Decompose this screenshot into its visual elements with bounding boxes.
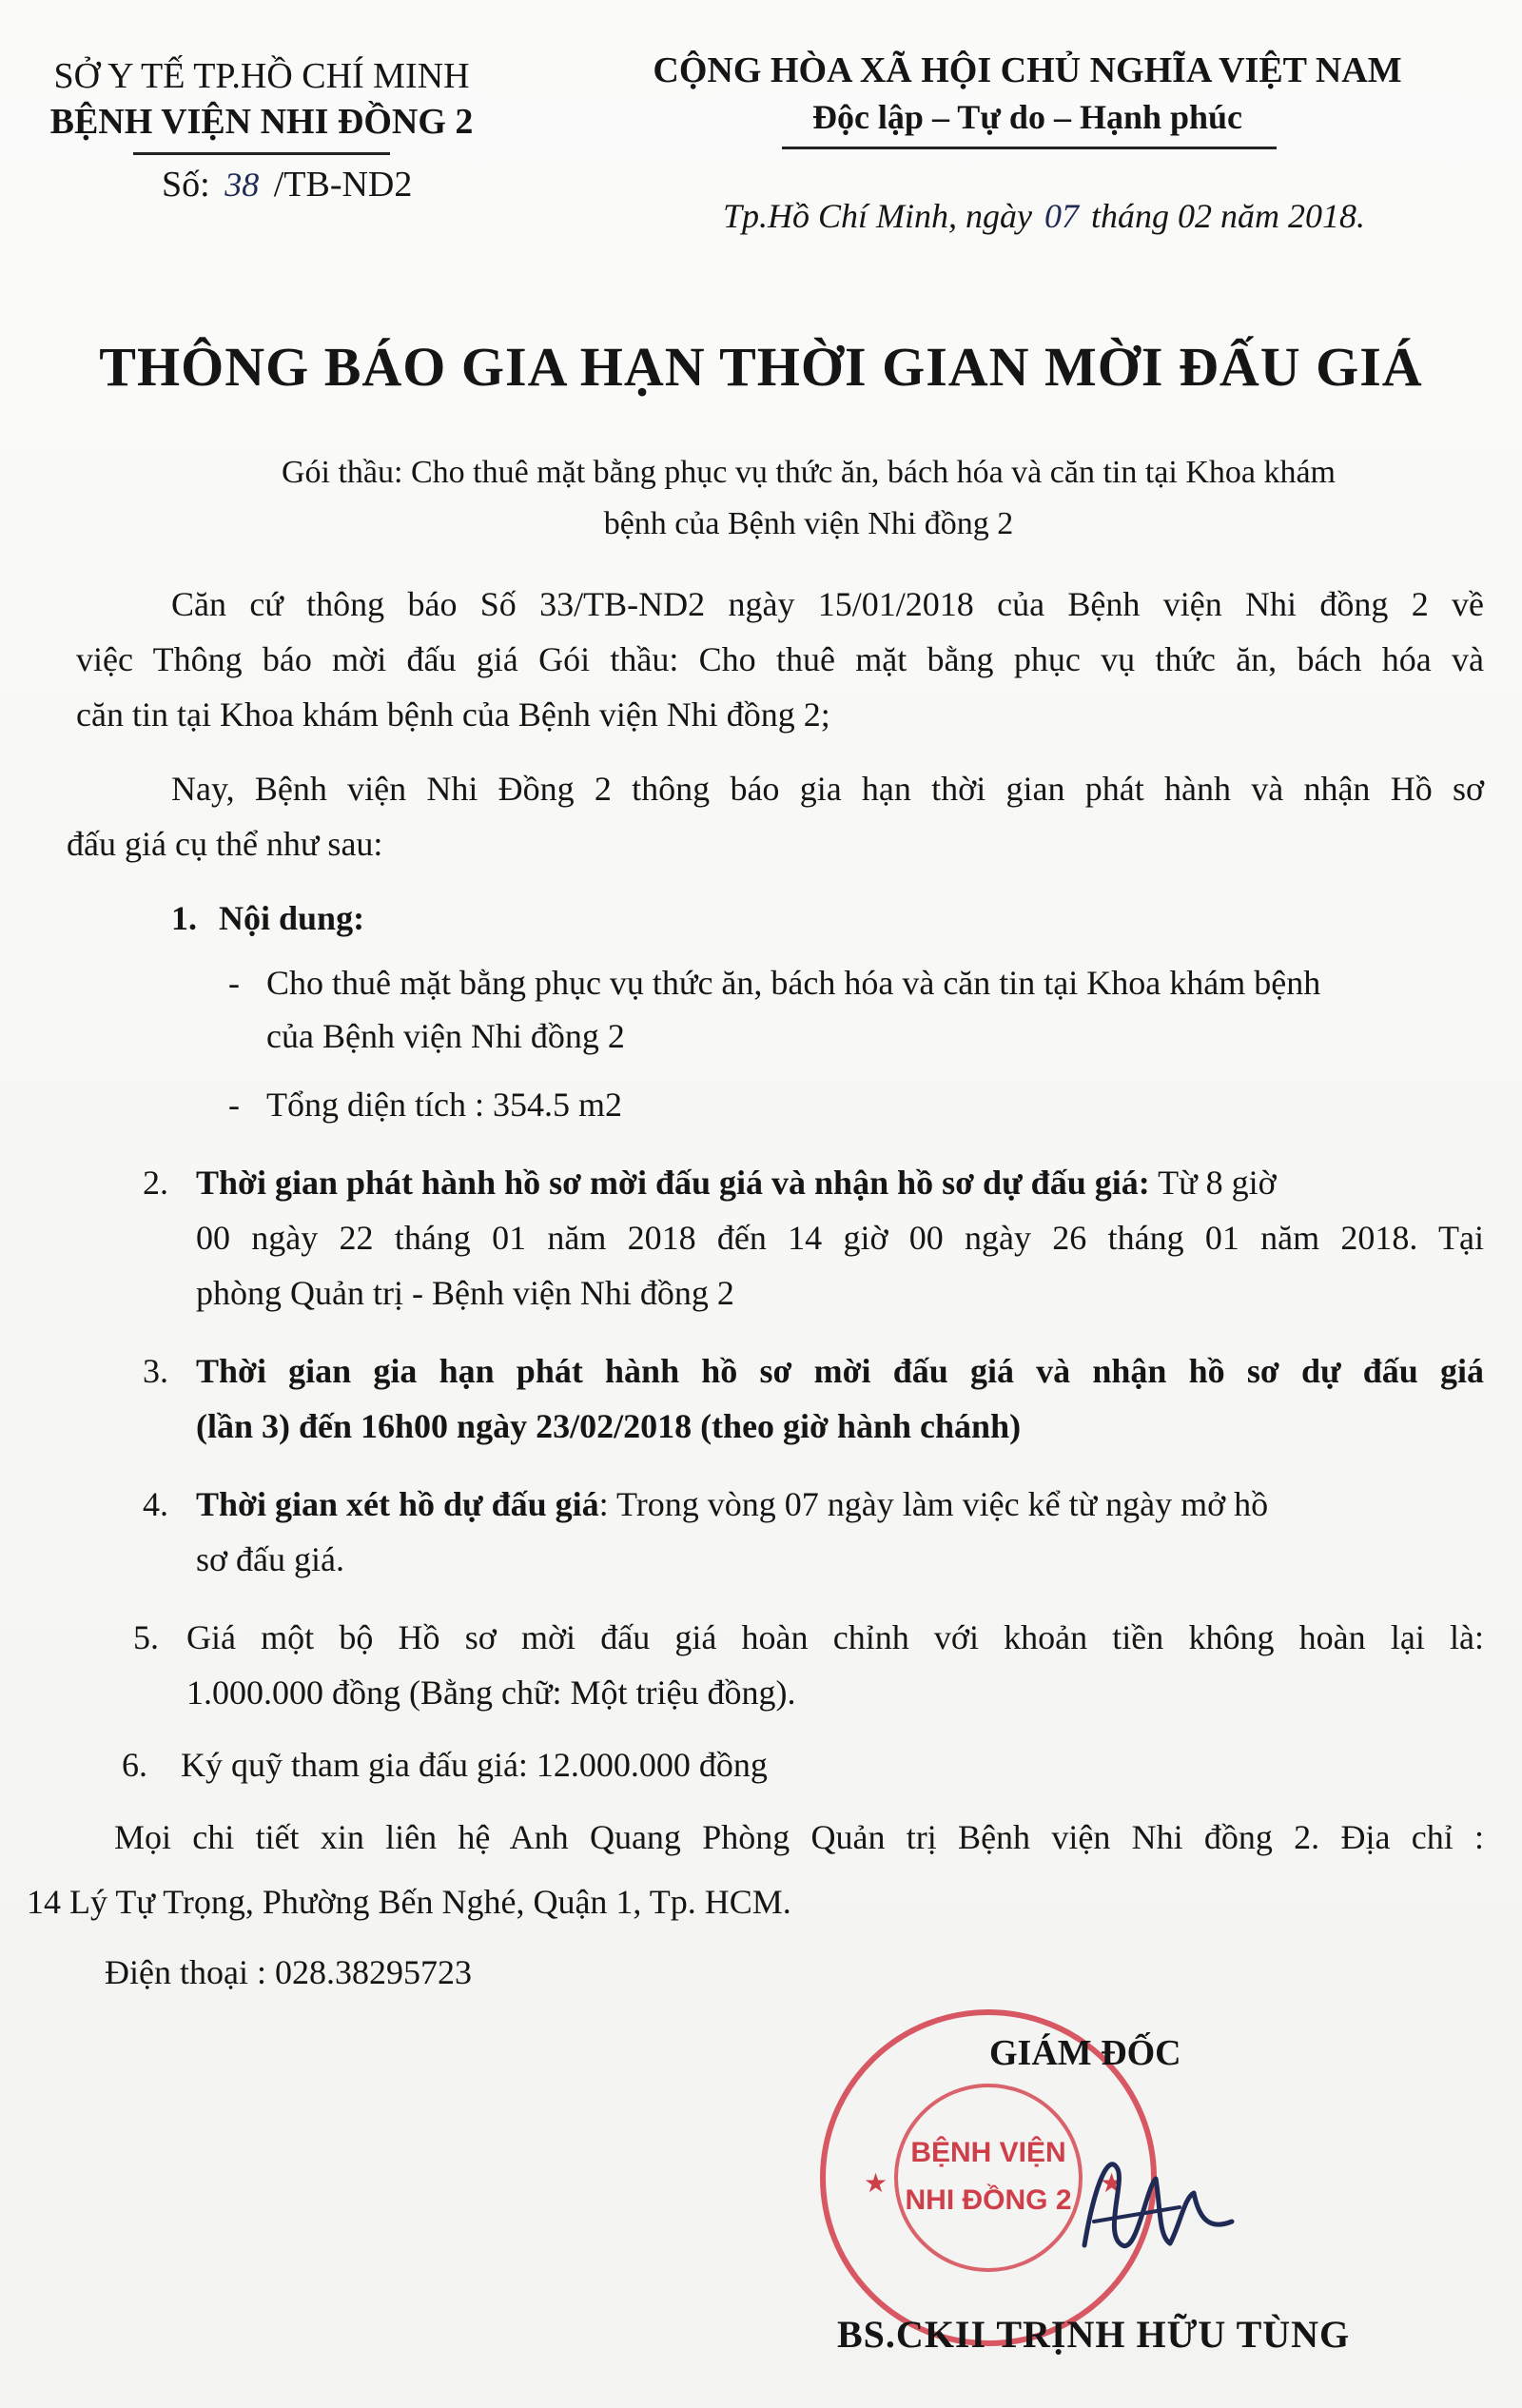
- item-4-line-1-rest: : Trong vòng 07 ngày làm việc kể từ ngày mở hồ: [598, 1485, 1269, 1523]
- intro-p2-line-1: Nay, Bệnh viện Nhi Đồng 2 thông báo gia hạn thời gian phát hành và nhận Hồ sơ: [171, 770, 1484, 808]
- item-1: [171, 898, 364, 938]
- seal-text-line-1: BỆNH VIỆN: [910, 2137, 1066, 2168]
- contact-phone: Điện thoại : 028.38295723: [105, 1953, 472, 1991]
- item-3-line-1: Thời gian gia hạn phát hành hồ sơ mời đấu giá và nhận hồ sơ dự đấu giá: [196, 1352, 1484, 1390]
- item-1-number: 1.: [171, 899, 197, 937]
- contact-line-1: Mọi chi tiết xin liên hệ Anh Quang Phòng Quản trị Bệnh viện Nhi đồng 2. Địa chỉ :: [114, 1818, 1484, 1856]
- seal-star-icon: ★: [1100, 2169, 1124, 2199]
- date-line: [723, 196, 1365, 236]
- intro-p2-line-2: đấu giá cụ thể như sau:: [67, 825, 383, 863]
- number-suffix: /TB-ND2: [273, 165, 413, 205]
- item-1-bullet-2: Tổng diện tích : 354.5 m2: [266, 1086, 622, 1124]
- signer-name: BS.CKII TRỊNH HỮU TÙNG: [837, 2313, 1351, 2356]
- item-4-number: 4.: [143, 1485, 168, 1523]
- date-suffix: tháng 02 năm 2018.: [1091, 197, 1366, 235]
- motto-underline: [782, 147, 1277, 149]
- item-1-bullet-1-line-2: của Bệnh viện Nhi đồng 2: [266, 1017, 625, 1055]
- hospital-underline: [133, 152, 390, 155]
- document-number: [162, 164, 412, 206]
- bullet-dash-1: -: [228, 964, 240, 1002]
- item-5-line-1: Giá một bộ Hồ sơ mời đấu giá hoàn chỉnh với khoản tiền không hoàn lại là:: [186, 1618, 1484, 1656]
- item-2-line-2: 00 ngày 22 tháng 01 năm 2018 đến 14 giờ 00 ngày 26 tháng 01 năm 2018. Tại: [196, 1219, 1484, 1257]
- intro-p1-line-1: Căn cứ thông báo Số 33/TB-ND2 ngày 15/01/2018 của Bệnh viện Nhi đồng 2 về: [171, 585, 1484, 623]
- item-4-heading: Thời gian xét hồ dự đấu giá: [196, 1485, 599, 1523]
- item-2-line-1: [196, 1163, 1277, 1203]
- number-prefix: Số:: [162, 165, 210, 205]
- handwritten-signature: [1065, 2131, 1256, 2274]
- item-6-number: 6.: [122, 1746, 147, 1784]
- item-4-line-2: sơ đấu giá.: [196, 1540, 345, 1578]
- contact-address: 14 Lý Tự Trọng, Phường Bến Nghé, Quận 1, Tp. HCM.: [27, 1883, 791, 1921]
- item-1-title: Nội dung:: [219, 899, 365, 937]
- document-title: THÔNG BÁO GIA HẠN THỜI GIAN MỜI ĐẤU GIÁ: [99, 336, 1423, 398]
- date-prefix: Tp.Hồ Chí Minh, ngày: [723, 197, 1033, 235]
- seal-text-line-2: NHI ĐỒNG 2: [905, 2184, 1072, 2216]
- subtitle-line-2: bệnh của Bệnh viện Nhi đồng 2: [603, 506, 1014, 541]
- intro-p1-line-3: căn tin tại Khoa khám bệnh của Bệnh viện Nhi đồng 2;: [76, 695, 830, 734]
- item-3-number: 3.: [143, 1352, 168, 1390]
- item-2-number: 2.: [143, 1164, 168, 1202]
- dept-name: SỞ Y TẾ TP.HỒ CHÍ MINH: [53, 56, 470, 96]
- item-1-bullet-1-line-1: Cho thuê mặt bằng phục vụ thức ăn, bách hóa và căn tin tại Khoa khám bệnh: [266, 964, 1321, 1002]
- seal-inner-ring: [894, 2084, 1083, 2272]
- bullet-dash-2: -: [228, 1086, 240, 1124]
- item-2-line-3: phòng Quản trị - Bệnh viện Nhi đồng 2: [196, 1274, 734, 1312]
- signer-position: GIÁM ĐỐC: [989, 2033, 1181, 2073]
- date-day: 07: [1044, 197, 1080, 235]
- item-2-heading: Thời gian phát hành hồ sơ mời đấu giá và nhận hồ sơ dự đấu giá:: [196, 1164, 1150, 1202]
- item-5-line-2: 1.000.000 đồng (Bằng chữ: Một triệu đồng).: [186, 1674, 796, 1712]
- subtitle-line-1: Gói thầu: Cho thuê mặt bằng phục vụ thức ăn, bách hóa và căn tin tại Khoa khám: [281, 455, 1337, 490]
- item-4-line-1: [196, 1484, 1268, 1524]
- seal-star-icon: ★: [864, 2169, 888, 2199]
- republic-name: CỘNG HÒA XÃ HỘI CHỦ NGHĨA VIỆT NAM: [653, 50, 1402, 90]
- item-5-number: 5.: [133, 1618, 159, 1656]
- item-6-line-1: Ký quỹ tham gia đấu giá: 12.000.000 đồng: [181, 1746, 768, 1784]
- intro-p1-line-2: việc Thông báo mời đấu giá Gói thầu: Cho thuê mặt bằng phục vụ thức ăn, bách hóa và: [76, 640, 1484, 678]
- hospital-name: BỆNH VIỆN NHI ĐỒNG 2: [49, 102, 474, 142]
- number-handwritten: 38: [224, 166, 260, 204]
- motto: Độc lập – Tự do – Hạnh phúc: [811, 98, 1243, 136]
- item-3-line-2: (lần 3) đến 16h00 ngày 23/02/2018 (theo giờ hành chánh): [196, 1407, 1022, 1445]
- item-2-line-1-rest: Từ 8 giờ: [1158, 1164, 1277, 1202]
